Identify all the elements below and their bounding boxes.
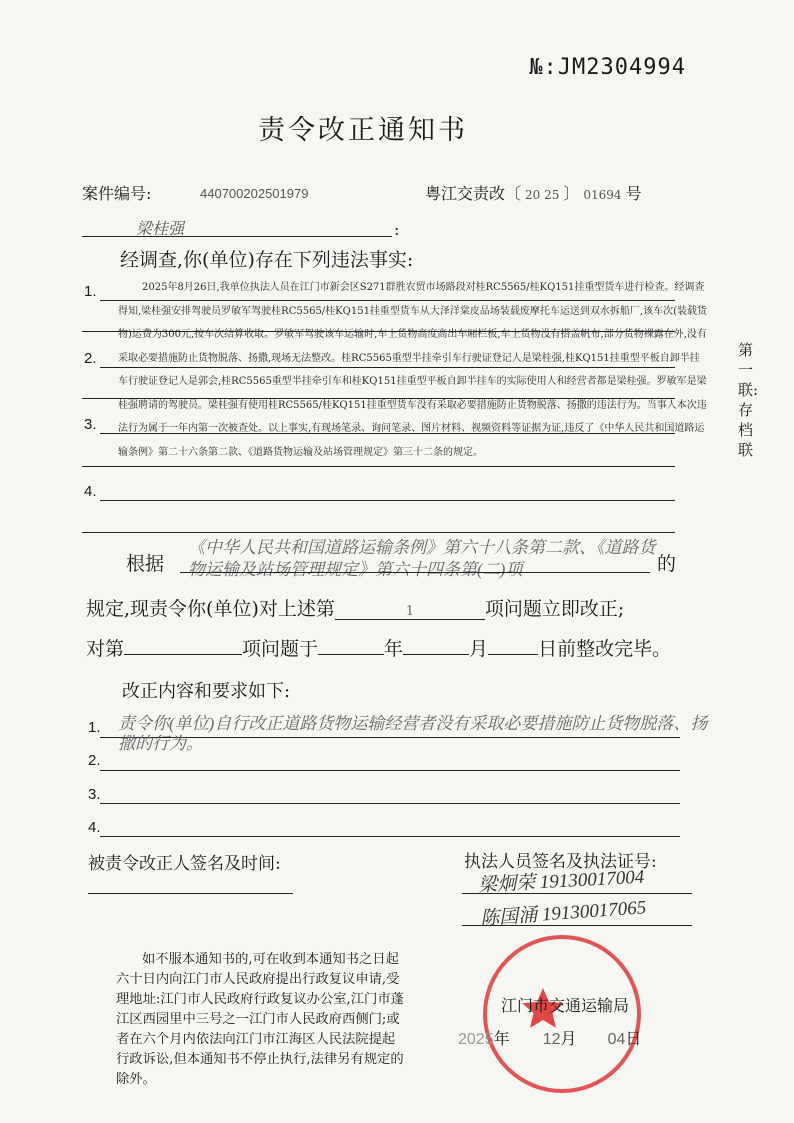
deadline-year-blank bbox=[318, 636, 384, 655]
requirement-1-text: 责令你(单位)自行改正道路货物运输经营者没有采取必要措施防止货物脱落、扬撒的行为。 bbox=[118, 714, 708, 753]
date-year-unit: 年 bbox=[493, 1029, 510, 1048]
doc-code bbox=[425, 181, 642, 204]
fact-line bbox=[100, 500, 675, 501]
party-signature-label: 被责令改正人签名及时间: bbox=[88, 854, 281, 874]
requirements-label: 改正内容和要求如下: bbox=[122, 681, 291, 702]
issuer-name: 江门市交通运输局 bbox=[501, 996, 630, 1015]
doc-suffix: 号 bbox=[625, 184, 642, 203]
deadline-c: 年 bbox=[384, 638, 404, 660]
order-text-b: 项问题立即改正; bbox=[484, 598, 625, 620]
doc-prefix: 粤江交责改〔 bbox=[425, 184, 522, 203]
copy-label: 第一联:存档联 bbox=[738, 341, 759, 459]
doc-serial: 01694 bbox=[583, 188, 622, 202]
facts-text: 2025年8月26日,我单位执法人员在江门市新会区S271群胜农贸市场路段对桂RC5565/桂KQ151挂重型货车进行检查。经调查得知,梁桂强安排驾驶员罗敏军驾驶桂RC5565/桂KQ151挂重型货车从大泽洋棠皮品场装载废摩托车运送到双水拆船厂,该车次(装载货物)运费为300元,按车次结算收取。罗敏军驾驶该车运输时,车上货物高度高出车厢栏板,车上货物没有搭盖帆布,部分货物裸露在外,没有采取必要措施防止货物脱落、扬撒,现场无法整改。桂RC5565重型半挂牵引车行驶证登记人是梁桂强,桂KQ151挂重型平板自卸半挂车行驶证登记人是郭会,桂RC5565重型半挂牵引车和桂KQ151挂重型平板自卸半挂车的实际使用人和经营者都是梁桂强。罗敏军是梁桂强聘请的驾驶员。梁桂强有使用桂RC5565/桂KQ151挂重型货车没有采取必要措施防止货物脱落、扬撒的违法行为。当事人本次违法行为属于一年内第一次被查处。以上事实,有现场笔录、询问笔录、图片材料、视频资料等证据为证,违反了《中华人民共和国道路运输条例》第二十六条第二款、《道路货物运输及站场管理规定》第三十二条的规定。 bbox=[118, 282, 708, 458]
order-item: 1 bbox=[335, 604, 485, 620]
order-text bbox=[86, 594, 624, 621]
case-number: 440700202501979 bbox=[200, 186, 309, 201]
date-day-unit: 日 bbox=[625, 1029, 642, 1048]
requirement-number-4: 4. bbox=[88, 819, 101, 836]
doc-close-bracket: 〕 bbox=[563, 184, 580, 203]
requirement-number-1: 1. bbox=[88, 719, 101, 736]
officer-signature-2: 陈国涌 19130017065 bbox=[479, 897, 647, 930]
date-month: 12 bbox=[542, 1031, 561, 1048]
deadline-a: 对第 bbox=[86, 638, 125, 660]
party-name-line bbox=[82, 236, 392, 237]
deadline-day-blank bbox=[488, 636, 538, 655]
deadline-b: 项问题于 bbox=[242, 638, 319, 660]
basis-line bbox=[180, 572, 650, 573]
basis-end: 的 bbox=[657, 553, 677, 575]
officer-line bbox=[462, 893, 692, 894]
officer-line bbox=[462, 925, 692, 926]
intro-text: 经调查,你(单位)存在下列违法事实: bbox=[120, 249, 414, 271]
deadline-text bbox=[86, 634, 671, 661]
basis-label: 根据 bbox=[126, 553, 165, 575]
order-text-a: 规定,现责令你(单位)对上述第 bbox=[86, 598, 335, 620]
party-name: 梁桂强 bbox=[136, 221, 185, 238]
deadline-item-blank bbox=[124, 636, 242, 655]
doc-year: 20 25 bbox=[525, 188, 560, 202]
fact-number-2: 2. bbox=[84, 350, 97, 367]
deadline-month-blank bbox=[403, 636, 469, 655]
date-day: 04 bbox=[607, 1031, 626, 1048]
deadline-d: 月 bbox=[469, 638, 489, 660]
fact-number-1: 1. bbox=[84, 283, 97, 300]
requirement-line bbox=[100, 836, 680, 837]
issue-date bbox=[458, 1026, 641, 1049]
party-signature-line bbox=[88, 893, 293, 894]
officer-signature-label: 执法人员签名及执法证号: bbox=[464, 852, 657, 872]
case-number-label: 案件编号: bbox=[82, 184, 152, 203]
fact-line bbox=[82, 466, 675, 467]
requirement-line bbox=[100, 770, 680, 771]
requirement-number-3: 3. bbox=[88, 786, 101, 803]
document-number: №:JM2304994 bbox=[529, 55, 686, 80]
fact-number-3: 3. bbox=[84, 416, 97, 433]
appeal-notice: 如不服本通知书的,可在收到本通知书之日起六十日内向江门市人民政府提出行政复议申请,受理地址:江门市人民政府行政复议办公室,江门市蓬江区西园里中三号之一江门市人民政府西侧门;或者在六个月内依法向江门市江海区人民法院提起行政诉讼,但本通知书不停止执行,法律另有规定的除外。 bbox=[116, 952, 404, 1087]
requirement-line bbox=[100, 803, 680, 804]
fact-line bbox=[82, 532, 675, 533]
deadline-e: 日前整改完毕。 bbox=[538, 638, 672, 660]
date-month-unit: 月 bbox=[560, 1029, 577, 1048]
requirement-number-2: 2. bbox=[88, 752, 101, 769]
officer-signature-1: 梁炯荣 19130017004 bbox=[477, 866, 645, 897]
basis-text: 《中华人民共和国道路运输条例》第六十八条第二款、《道路货物运输及站场管理规定》第六十四条第(二)项 bbox=[188, 538, 656, 579]
page-title: 责令改正通知书 bbox=[258, 115, 468, 146]
party-colon: : bbox=[394, 220, 400, 239]
date-year: 2025 bbox=[458, 1031, 494, 1048]
fact-number-4: 4. bbox=[84, 483, 97, 500]
